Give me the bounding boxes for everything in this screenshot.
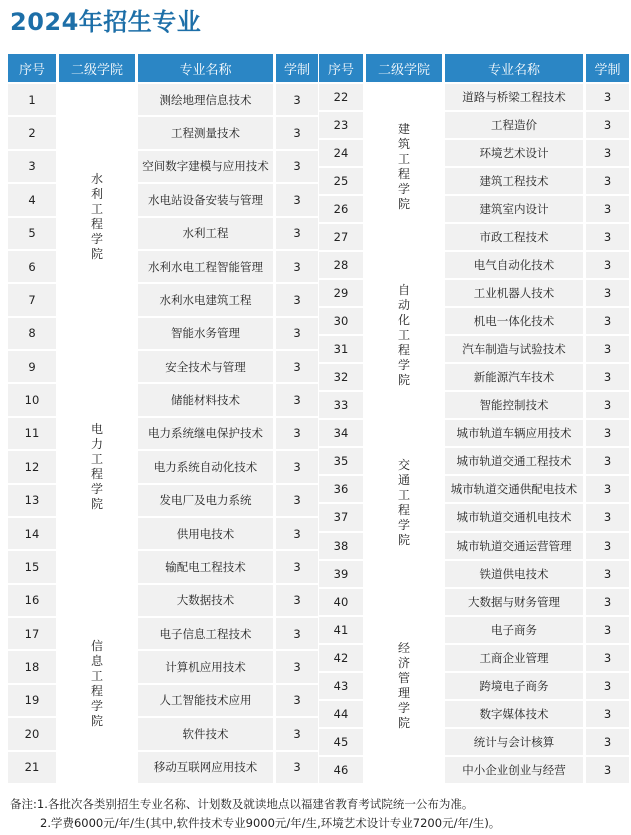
seq-cell: 7 <box>8 284 56 315</box>
table-row <box>319 84 629 110</box>
college-name: 信息工程学院 <box>90 638 103 728</box>
table-row <box>8 685 318 716</box>
seq-cell: 4 <box>8 184 56 215</box>
major-cell: 统计与会计核算 <box>445 729 583 755</box>
table-body <box>8 84 318 783</box>
table-row <box>8 551 318 582</box>
years-cell: 3 <box>586 448 629 474</box>
major-cell: 人工智能技术应用 <box>138 685 273 716</box>
years-cell: 3 <box>586 392 629 418</box>
seq-cell: 41 <box>319 617 363 643</box>
college-cell <box>366 589 442 783</box>
college-name: 建筑工程学院 <box>397 122 410 212</box>
major-cell: 供用电技术 <box>138 518 273 549</box>
years-cell: 3 <box>586 561 629 587</box>
major-cell: 储能材料技术 <box>138 384 273 415</box>
years-cell: 3 <box>276 685 318 716</box>
major-cell: 电力系统继电保护技术 <box>138 418 273 449</box>
major-cell: 水利水电建筑工程 <box>138 284 273 315</box>
years-cell: 3 <box>276 218 318 249</box>
table-header-row <box>319 54 629 82</box>
seq-cell: 33 <box>319 392 363 418</box>
table-row <box>8 151 318 182</box>
seq-cell: 6 <box>8 251 56 282</box>
table-row <box>8 351 318 382</box>
major-cell: 水利水电工程智能管理 <box>138 251 273 282</box>
seq-cell: 42 <box>319 645 363 671</box>
years-cell: 3 <box>586 673 629 699</box>
major-cell: 电子商务 <box>445 617 583 643</box>
seq-cell: 9 <box>8 351 56 382</box>
table-row <box>8 84 318 115</box>
years-cell: 3 <box>276 318 318 349</box>
major-cell: 机电一体化技术 <box>445 308 583 334</box>
table-row <box>319 252 629 278</box>
years-cell: 3 <box>586 336 629 362</box>
table-row <box>8 585 318 616</box>
major-cell: 测绘地理信息技术 <box>138 84 273 115</box>
table-row <box>8 485 318 516</box>
major-cell: 电力系统自动化技术 <box>138 451 273 482</box>
seq-cell: 5 <box>8 218 56 249</box>
years-cell: 3 <box>586 476 629 502</box>
major-cell: 中小企业创业与经营 <box>445 757 583 783</box>
table-body <box>319 84 629 783</box>
years-cell: 3 <box>586 308 629 334</box>
major-cell: 发电厂及电力系统 <box>138 485 273 516</box>
majors-table-left <box>5 52 321 785</box>
seq-cell: 27 <box>319 224 363 250</box>
major-cell: 城市轨道交通运营管理 <box>445 533 583 559</box>
years-cell: 3 <box>276 585 318 616</box>
seq-cell: 39 <box>319 561 363 587</box>
major-cell: 电子信息工程技术 <box>138 618 273 649</box>
seq-cell: 35 <box>319 448 363 474</box>
header-years: 学制 <box>586 54 629 82</box>
seq-cell: 23 <box>319 112 363 138</box>
years-cell: 3 <box>276 418 318 449</box>
major-cell: 环境艺术设计 <box>445 140 583 166</box>
major-cell: 大数据与财务管理 <box>445 589 583 615</box>
years-cell: 3 <box>276 251 318 282</box>
major-cell: 工程测量技术 <box>138 117 273 148</box>
major-cell: 智能控制技术 <box>445 392 583 418</box>
years-cell: 3 <box>586 112 629 138</box>
seq-cell: 10 <box>8 384 56 415</box>
major-cell: 道路与桥梁工程技术 <box>445 84 583 110</box>
college-cell <box>366 252 442 418</box>
majors-table-right <box>316 52 631 785</box>
major-cell: 城市轨道交通供配电技术 <box>445 476 583 502</box>
years-cell: 3 <box>586 420 629 446</box>
years-cell: 3 <box>586 252 629 278</box>
seq-cell: 11 <box>8 418 56 449</box>
major-cell: 市政工程技术 <box>445 224 583 250</box>
table-row <box>8 718 318 749</box>
college-name: 水利工程学院 <box>90 171 103 261</box>
table-row <box>8 251 318 282</box>
college-name: 交通工程学院 <box>397 458 410 548</box>
college-cell <box>366 420 442 586</box>
years-cell: 3 <box>276 651 318 682</box>
major-cell: 工程造价 <box>445 112 583 138</box>
years-cell: 3 <box>276 84 318 115</box>
table-row <box>8 418 318 449</box>
header-major: 专业名称 <box>445 54 583 82</box>
seq-cell: 8 <box>8 318 56 349</box>
major-cell: 跨境电子商务 <box>445 673 583 699</box>
years-cell: 3 <box>586 645 629 671</box>
years-cell: 3 <box>586 504 629 530</box>
table-row <box>8 518 318 549</box>
major-cell: 建筑室内设计 <box>445 196 583 222</box>
seq-cell: 38 <box>319 533 363 559</box>
seq-cell: 18 <box>8 651 56 682</box>
college-cell <box>366 84 442 250</box>
note-line-2: 2.学费6000元/年/生(其中,软件技术专业9000元/年/生,环境艺术设计专业7200元/年/生)。 <box>40 816 501 830</box>
major-cell: 水电站设备安装与管理 <box>138 184 273 215</box>
years-cell: 3 <box>586 533 629 559</box>
major-cell: 计算机应用技术 <box>138 651 273 682</box>
table-row <box>8 318 318 349</box>
header-years: 学制 <box>276 54 318 82</box>
seq-cell: 22 <box>319 84 363 110</box>
major-cell: 智能水务管理 <box>138 318 273 349</box>
seq-cell: 36 <box>319 476 363 502</box>
table-row <box>8 651 318 682</box>
seq-cell: 20 <box>8 718 56 749</box>
seq-cell: 21 <box>8 752 56 784</box>
years-cell: 3 <box>586 757 629 783</box>
years-cell: 3 <box>276 284 318 315</box>
college-cell <box>59 585 135 783</box>
seq-cell: 14 <box>8 518 56 549</box>
years-cell: 3 <box>586 280 629 306</box>
table-row <box>8 752 318 784</box>
table-row <box>8 451 318 482</box>
years-cell: 3 <box>586 196 629 222</box>
college-cell <box>59 84 135 349</box>
seq-cell: 26 <box>319 196 363 222</box>
seq-cell: 45 <box>319 729 363 755</box>
table-row <box>8 117 318 148</box>
years-cell: 3 <box>276 551 318 582</box>
header-major: 专业名称 <box>138 54 273 82</box>
seq-cell: 34 <box>319 420 363 446</box>
years-cell: 3 <box>276 184 318 215</box>
years-cell: 3 <box>586 729 629 755</box>
college-name: 经济管理学院 <box>397 640 410 730</box>
seq-cell: 29 <box>319 280 363 306</box>
seq-cell: 28 <box>319 252 363 278</box>
table-row <box>8 284 318 315</box>
major-cell: 水利工程 <box>138 218 273 249</box>
table-row <box>319 589 629 615</box>
seq-cell: 13 <box>8 485 56 516</box>
major-cell: 移动互联网应用技术 <box>138 752 273 784</box>
table-header-row <box>8 54 318 82</box>
college-name: 电力工程学院 <box>90 421 103 511</box>
seq-cell: 12 <box>8 451 56 482</box>
years-cell: 3 <box>276 618 318 649</box>
major-cell: 铁道供电技术 <box>445 561 583 587</box>
years-cell: 3 <box>586 364 629 390</box>
seq-cell: 1 <box>8 84 56 115</box>
major-cell: 新能源汽车技术 <box>445 364 583 390</box>
seq-cell: 15 <box>8 551 56 582</box>
seq-cell: 17 <box>8 618 56 649</box>
years-cell: 3 <box>586 140 629 166</box>
years-cell: 3 <box>276 485 318 516</box>
college-name: 自动化工程学院 <box>397 282 410 387</box>
college-cell <box>59 351 135 583</box>
years-cell: 3 <box>586 84 629 110</box>
major-cell: 建筑工程技术 <box>445 168 583 194</box>
seq-cell: 46 <box>319 757 363 783</box>
table-row <box>8 384 318 415</box>
header-seq: 序号 <box>8 54 56 82</box>
page-title: 2024年招生专业 <box>10 8 202 36</box>
seq-cell: 44 <box>319 701 363 727</box>
notes <box>10 795 625 833</box>
seq-cell: 16 <box>8 585 56 616</box>
major-cell: 电气自动化技术 <box>445 252 583 278</box>
major-cell: 城市轨道交通机电技术 <box>445 504 583 530</box>
table-row <box>8 218 318 249</box>
major-cell: 工业机器人技术 <box>445 280 583 306</box>
seq-cell: 40 <box>319 589 363 615</box>
years-cell: 3 <box>586 168 629 194</box>
header-seq: 序号 <box>319 54 363 82</box>
seq-cell: 3 <box>8 151 56 182</box>
seq-cell: 24 <box>319 140 363 166</box>
seq-cell: 32 <box>319 364 363 390</box>
table-row <box>8 184 318 215</box>
seq-cell: 30 <box>319 308 363 334</box>
years-cell: 3 <box>276 351 318 382</box>
years-cell: 3 <box>276 117 318 148</box>
years-cell: 3 <box>276 151 318 182</box>
major-cell: 空间数字建模与应用技术 <box>138 151 273 182</box>
years-cell: 3 <box>276 718 318 749</box>
major-cell: 数字媒体技术 <box>445 701 583 727</box>
major-cell: 汽车制造与试验技术 <box>445 336 583 362</box>
major-cell: 大数据技术 <box>138 585 273 616</box>
major-cell: 城市轨道车辆应用技术 <box>445 420 583 446</box>
major-cell: 城市轨道交通工程技术 <box>445 448 583 474</box>
years-cell: 3 <box>276 518 318 549</box>
seq-cell: 43 <box>319 673 363 699</box>
years-cell: 3 <box>276 384 318 415</box>
seq-cell: 19 <box>8 685 56 716</box>
header-college: 二级学院 <box>366 54 442 82</box>
note-line-1: 备注:1.各批次各类别招生专业名称、计划数及就读地点以福建省教育考试院统一公布为准。 <box>10 797 474 811</box>
seq-cell: 31 <box>319 336 363 362</box>
years-cell: 3 <box>586 617 629 643</box>
seq-cell: 2 <box>8 117 56 148</box>
table-row <box>319 420 629 446</box>
major-cell: 软件技术 <box>138 718 273 749</box>
major-cell: 输配电工程技术 <box>138 551 273 582</box>
years-cell: 3 <box>586 224 629 250</box>
years-cell: 3 <box>586 589 629 615</box>
header-college: 二级学院 <box>59 54 135 82</box>
seq-cell: 25 <box>319 168 363 194</box>
years-cell: 3 <box>586 701 629 727</box>
years-cell: 3 <box>276 451 318 482</box>
seq-cell: 37 <box>319 504 363 530</box>
major-cell: 工商企业管理 <box>445 645 583 671</box>
table-row <box>8 618 318 649</box>
years-cell: 3 <box>276 752 318 784</box>
major-cell: 安全技术与管理 <box>138 351 273 382</box>
